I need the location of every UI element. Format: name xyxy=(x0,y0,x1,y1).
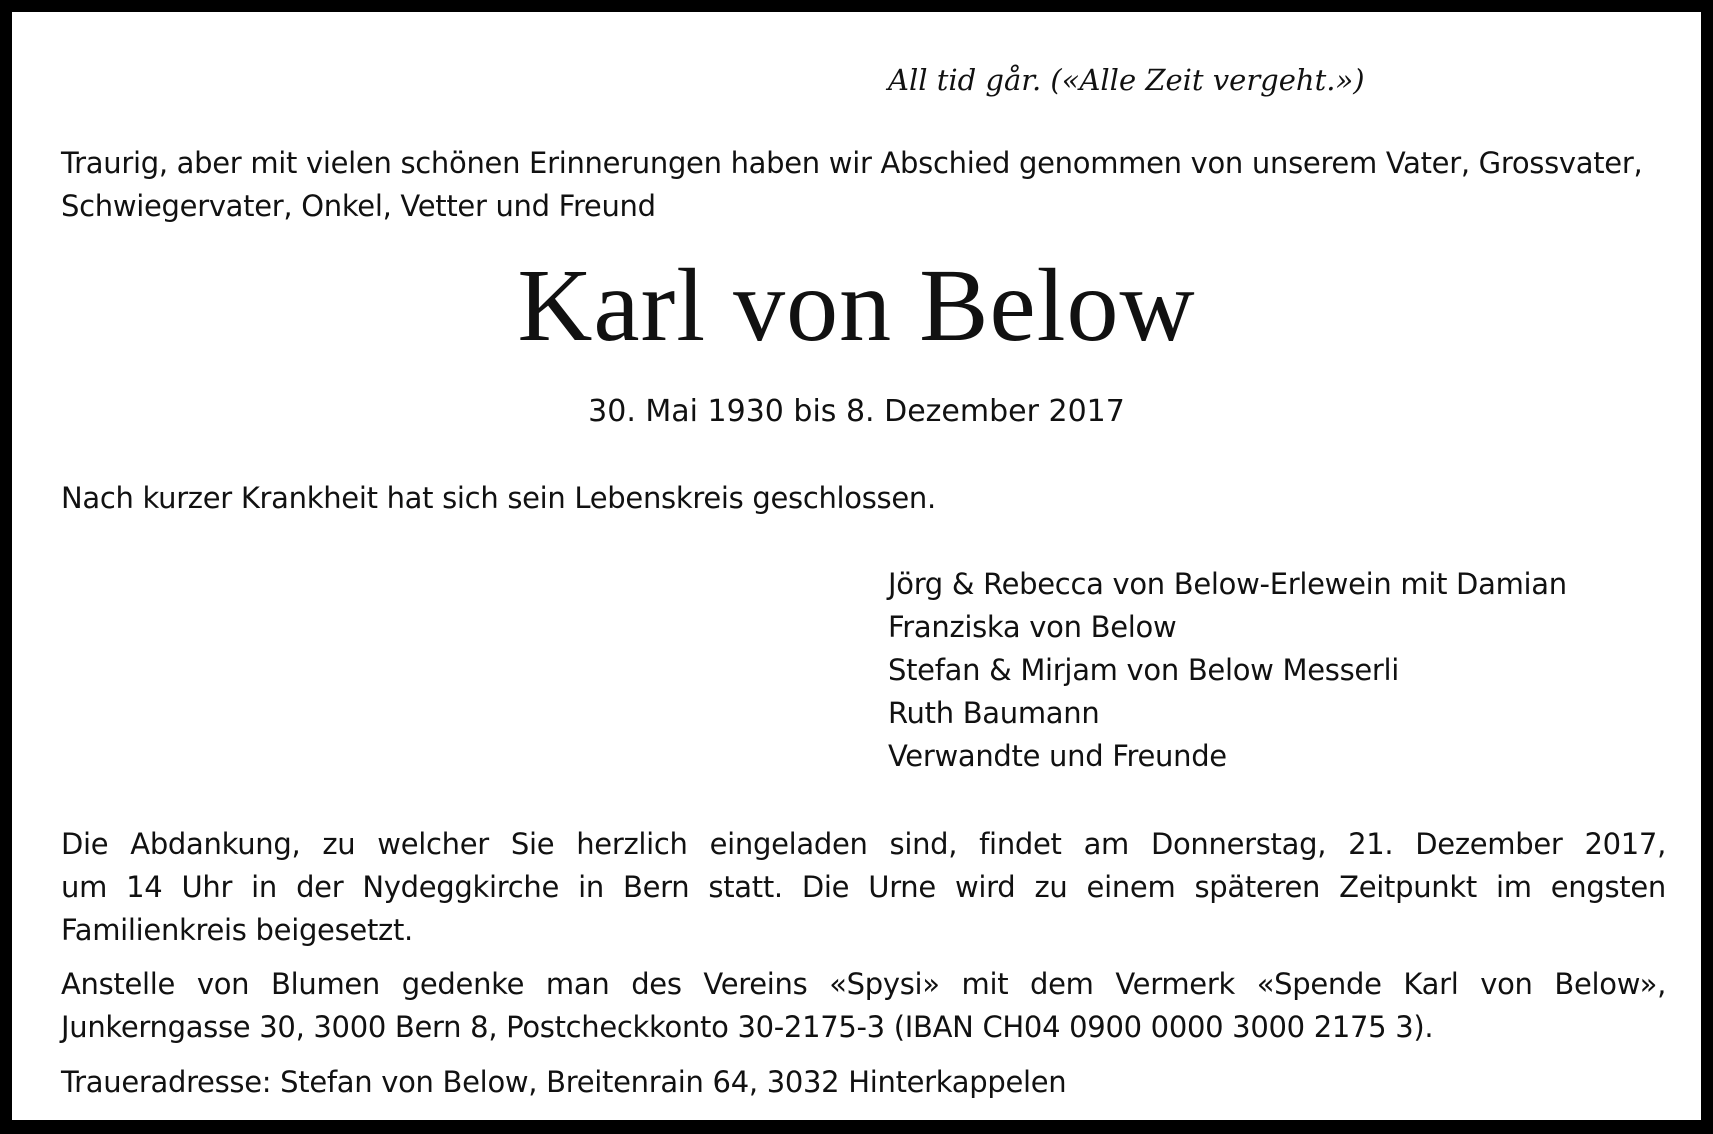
service-line: Familienkreis beigesetzt. xyxy=(61,913,413,947)
illness-note: Nach kurzer Krankheit hat sich sein Lebenskreis geschlossen. xyxy=(61,481,936,515)
mourning-address xyxy=(61,1061,1666,1104)
mourners-list xyxy=(888,563,1567,778)
donation-line: Anstelle von Blumen gedenke man des Vereins «Spysi» mit dem Vermerk «Spende Karl von Below», xyxy=(61,967,1666,1001)
deceased-name: Karl von Below xyxy=(517,248,1196,363)
life-dates: 30. Mai 1930 bis 8. Dezember 2017 xyxy=(588,394,1125,429)
intro-line: Traurig, aber mit vielen schönen Erinnerungen haben wir Abschied genommen von unserem Vater, Grossvater, xyxy=(61,146,1643,180)
intro-line: Schwiegervater, Onkel, Vetter und Freund xyxy=(61,189,656,223)
donation-line: Junkerngasse 30, 3000 Bern 8, Postcheckkonto 30-2175-3 (IBAN CH04 0900 0000 3000 2175 3). xyxy=(61,1010,1434,1044)
mourner-entry: Jörg & Rebecca von Below-Erlewein mit Damian xyxy=(888,567,1567,601)
motto-quote: All tid går. («Alle Zeit vergeht.») xyxy=(888,63,1365,97)
mourning-address-line: Traueradresse: Stefan von Below, Breitenrain 64, 3032 Hinterkappelen xyxy=(61,1065,1067,1099)
mourner-entry: Verwandte und Freunde xyxy=(888,739,1227,773)
service-line: um 14 Uhr in der Nydeggkirche in Bern statt. Die Urne wird zu einem späteren Zeitpunkt im engsten xyxy=(61,870,1666,904)
mourner-entry: Franziska von Below xyxy=(888,610,1177,644)
donation-paragraph xyxy=(61,963,1666,1049)
intro-text xyxy=(61,142,1666,228)
mourner-entry: Ruth Baumann xyxy=(888,696,1100,730)
service-paragraph xyxy=(61,823,1666,952)
service-line: Die Abdankung, zu welcher Sie herzlich eingeladen sind, findet am Donnerstag, 21. Dezember 2017, xyxy=(61,827,1666,861)
mourner-entry: Stefan & Mirjam von Below Messerli xyxy=(888,653,1400,687)
